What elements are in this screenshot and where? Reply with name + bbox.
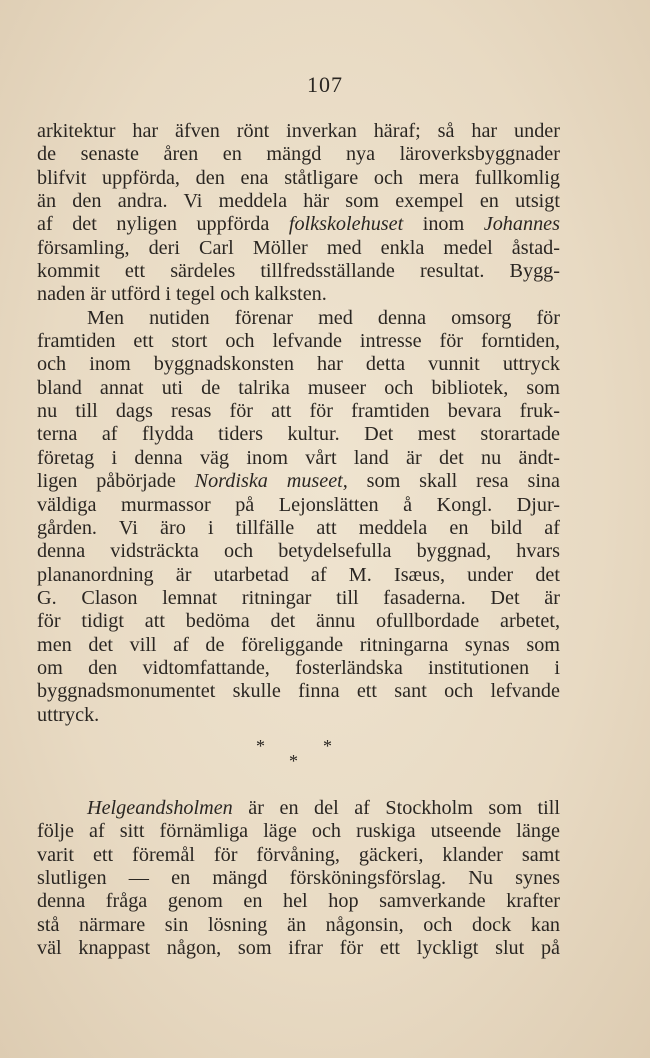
text-line: församling, deri Carl Möller med enkla medel åstad- (37, 236, 560, 259)
text-line: terna af flydda tiders kultur. Det mest storartade (37, 423, 560, 446)
text-line: denna vidsträckta och betydelsefulla byggnad, hvars (37, 540, 560, 563)
text-line: slutligen — en mängd försköningsförslag. Nu synes (37, 867, 560, 890)
text-line: naden är utförd i tegel och kalksten. (37, 283, 327, 306)
text-line: företag i denna väg inom vårt land är det nu ändt- (37, 446, 560, 469)
italic-term: folkskolehuset (288, 213, 404, 236)
text-line: väl knappast någon, som ifrar för ett lyckligt slut på (37, 937, 560, 960)
text-line: varit ett föremål för förvåning, gäckeri, klander samt (37, 843, 560, 866)
italic-term: Johannes (483, 213, 560, 236)
text-line: af det nyligen uppförda folkskolehuset inom Johannes (37, 213, 560, 236)
text-block-bottom (37, 797, 560, 960)
section-separator (0, 736, 650, 776)
text-line: G. Clason lemnat ritningar till fasaderna. Det är (37, 586, 560, 609)
text-line: Men nutiden förenar med denna omsorg för (87, 306, 560, 329)
text-line: denna fråga genom en hel hop samverkande krafter (37, 890, 560, 913)
text-line: väldiga murmassor på Lejonslätten å Kongl. Djur- (37, 493, 560, 516)
asterisk: * (323, 736, 332, 756)
text-line: och inom byggnadskonsten har detta vunnit uttryck (37, 353, 560, 376)
text-line: kommit ett särdeles tillfredsställande resultat. Bygg- (37, 260, 560, 283)
text-line: ligen påbörjade Nordiska museet, som skall resa sina (37, 470, 560, 493)
text-line: följe af sitt förnämliga läge och ruskiga utseende länge (37, 820, 560, 843)
text-line: nu till dags resas för att för framtiden bevara fruk- (37, 400, 560, 423)
text-line: arkitektur har äfven rönt inverkan häraf; så har under (37, 120, 560, 142)
page-number: 107 (307, 72, 343, 97)
text-line: uttryck. (37, 703, 100, 726)
italic-term: Helgeandsholmen (87, 797, 233, 819)
text-line: för tidigt att bedöma det ännu ofullbordade arbetet, (37, 610, 560, 633)
text-line: byggnadsmonumentet skulle finna ett sant och lefvande (37, 680, 560, 703)
asterisk: * (256, 736, 265, 756)
text-line: plananordning är utarbetad af M. Isæus, under det (37, 563, 560, 586)
text-line: men det vill af de föreliggande ritningarna synas som (37, 633, 560, 656)
italic-term: Nordiska museet, (194, 470, 348, 493)
text-line: om den vidtomfattande, fosterländska institutionen i (37, 656, 560, 679)
text-line: framtiden ett stort och lefvande intresse för forntiden, (37, 330, 560, 353)
text-line: än den andra. Vi meddela här som exempel en utsigt (37, 190, 560, 213)
text-line: de senaste åren en mängd nya läroverksbyggnader (37, 143, 560, 166)
text-line: stå närmare sin lösning än någonsin, och dock kan (37, 913, 560, 936)
text-line: Helgeandsholmen är en del af Stockholm som till (87, 797, 560, 819)
asterisk: * (289, 751, 298, 771)
text-block-top (37, 120, 560, 727)
text-line: bland annat uti de talrika museer och bibliotek, som (37, 376, 560, 399)
text-line: blifvit uppförda, den ena ståtligare och mera fullkomlig (37, 166, 560, 189)
text-line: gården. Vi äro i tillfälle att meddela en bild af (37, 516, 560, 539)
